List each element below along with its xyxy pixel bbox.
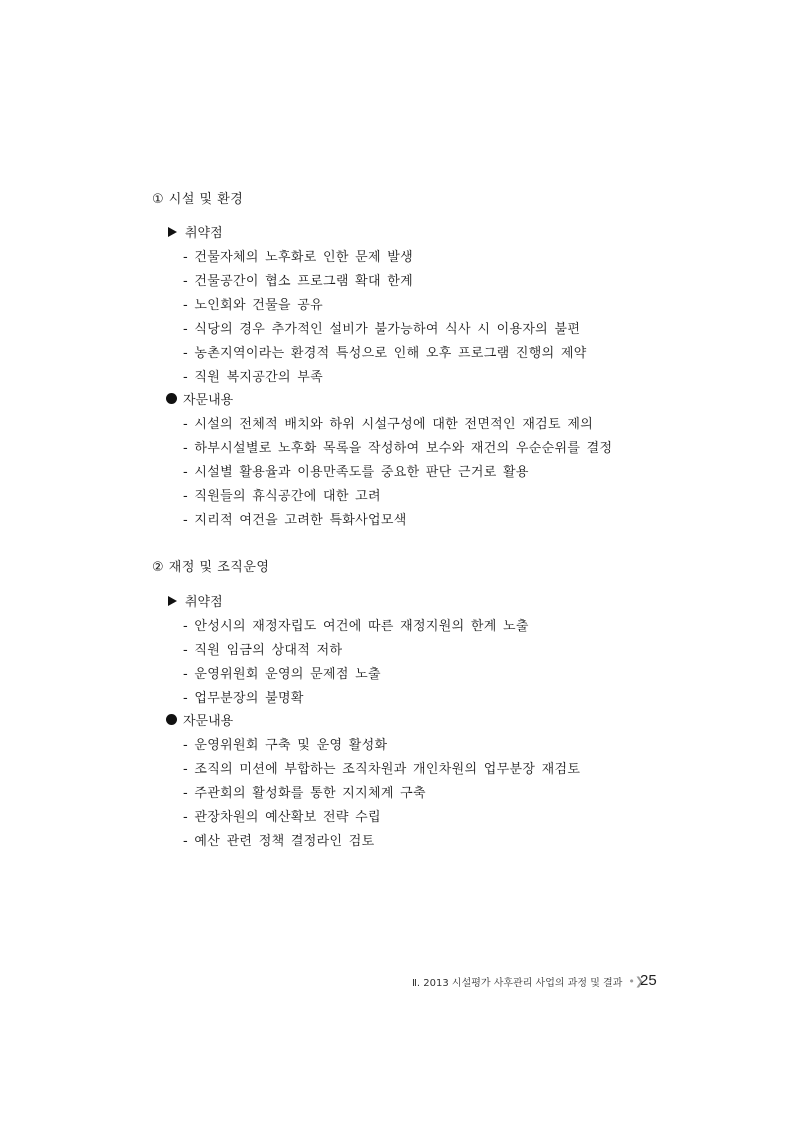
advice-heading-2	[166, 710, 233, 729]
list-item: - 지리적 여건을 고려한 특화사업모색	[183, 513, 407, 528]
triangle-right-icon	[168, 596, 177, 606]
weakness-heading-1	[166, 222, 223, 241]
weakness-label: 취약점	[185, 595, 223, 610]
advice-label: 자문내용	[183, 393, 234, 408]
list-item: - 관장차원의 예산확보 전략 수립	[183, 810, 381, 825]
double-chevron-icon: •❯	[628, 975, 645, 988]
list-item: - 건물자체의 노후화로 인한 문제 발생	[183, 250, 414, 265]
bullet-dot-icon	[166, 393, 177, 404]
list-item: - 하부시설별로 노후화 목록을 작성하여 보수와 재건의 우순순위를 결정	[183, 441, 613, 456]
list-item: - 운영위원회 구축 및 운영 활성화	[183, 738, 388, 753]
list-item: - 노인회와 건물을 공유	[183, 298, 324, 313]
list-item: - 예산 관련 정책 결정라인 검토	[183, 834, 375, 849]
bullet-dot-icon	[166, 714, 177, 725]
section-title-finance: ② 재정 및 조직운영	[152, 560, 270, 575]
list-item: - 운영위원회 운영의 문제점 노출	[183, 667, 381, 682]
footer-text: Ⅱ. 2013 시설평가 사후관리 사업의 과정 및 결과	[412, 978, 623, 989]
list-item: - 시설의 전체적 배치와 하위 시설구성에 대한 전면적인 재검토 제의	[183, 417, 594, 432]
section-title-facilities: ① 시설 및 환경	[152, 192, 244, 207]
triangle-right-icon	[168, 227, 177, 237]
list-item: - 직원 복지공간의 부족	[183, 370, 324, 385]
advice-label: 자문내용	[183, 714, 234, 729]
list-item: - 식당의 경우 추가적인 설비가 불가능하여 식사 시 이용자의 불편	[183, 322, 581, 337]
advice-heading-1	[166, 389, 233, 408]
running-footer	[412, 974, 644, 989]
list-item: - 주관회의 활성화를 통한 지지체계 구축	[183, 786, 426, 801]
list-item: - 직원 임금의 상대적 저하	[183, 643, 343, 658]
list-item: - 농촌지역이라는 환경적 특성으로 인해 오후 프로그램 진행의 제약	[183, 346, 587, 361]
list-item: - 시설별 활용율과 이용만족도를 중요한 판단 근거로 활용	[183, 465, 529, 480]
list-item: - 건물공간이 협소 프로그램 확대 한계	[183, 274, 414, 289]
weakness-label: 취약점	[185, 226, 223, 241]
list-item: - 안성시의 재정자립도 여건에 따른 재정지원의 한계 노출	[183, 619, 529, 634]
list-item: - 조직의 미션에 부합하는 조직차원과 개인차원의 업무분장 재검토	[183, 762, 581, 777]
weakness-heading-2	[166, 591, 223, 610]
page-number: 25	[640, 972, 657, 989]
list-item: - 직원들의 휴식공간에 대한 고려	[183, 489, 381, 504]
list-item: - 업무분장의 불명확	[183, 691, 304, 706]
